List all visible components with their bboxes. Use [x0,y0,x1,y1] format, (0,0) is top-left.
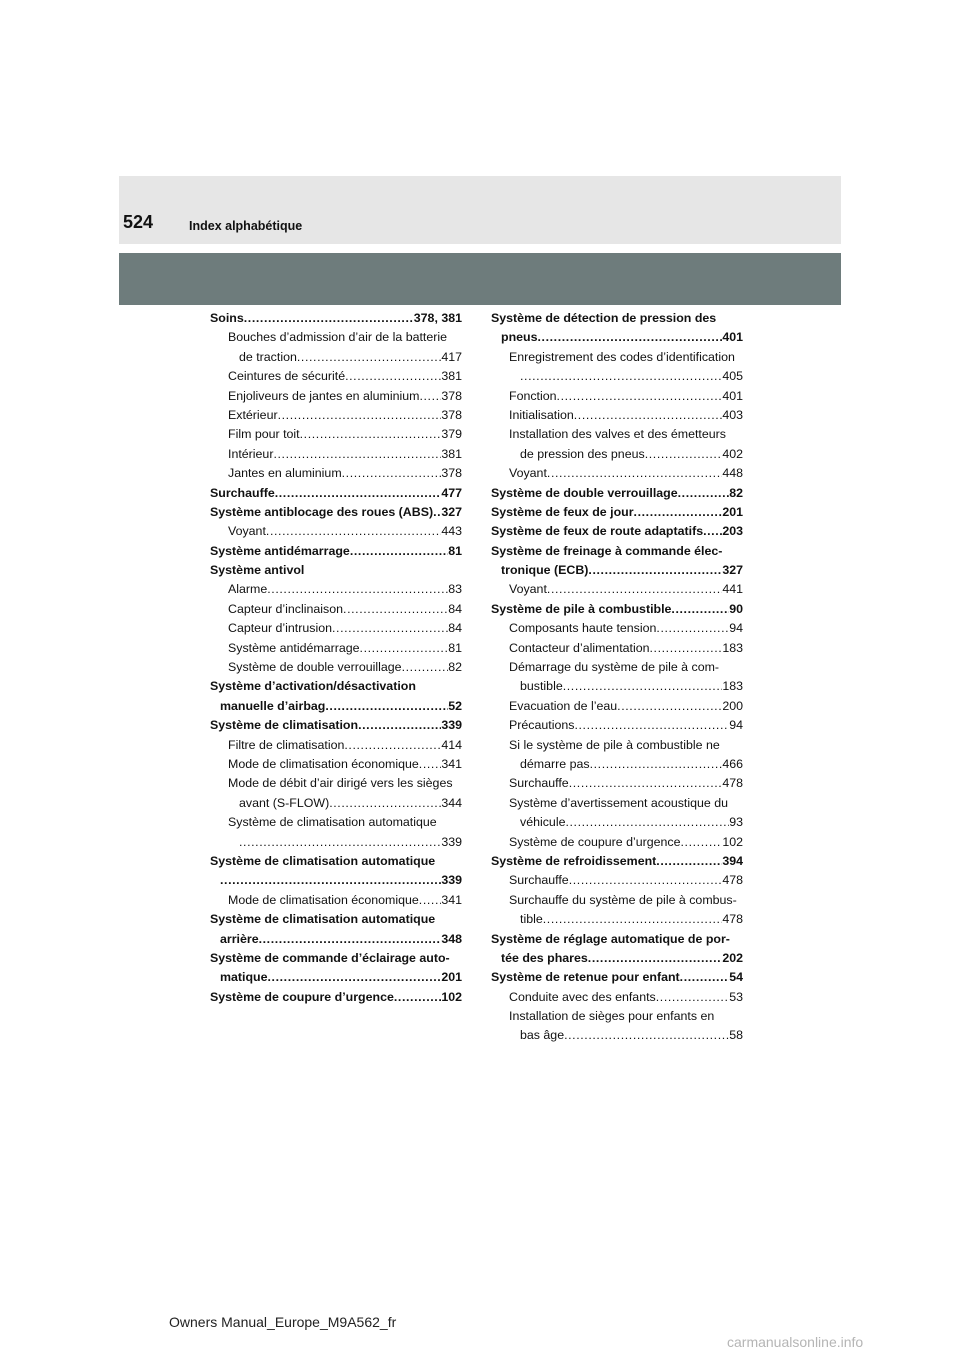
dot-leader [656,619,729,638]
dot-leader [569,871,723,890]
index-entry [210,367,462,386]
index-entry [210,774,462,793]
entry-page-ref: 94 [729,621,743,636]
entry-term: Intérieur [228,446,274,461]
entry-page-ref: 401 [722,388,743,403]
entry-term: Système de retenue pour enfant [491,970,680,985]
entry-page-ref: 82 [448,660,462,675]
entry-page-ref: 405 [722,369,743,384]
entry-page-ref: 84 [448,621,462,636]
dot-leader [342,464,442,483]
dot-leader [588,949,723,968]
dot-leader [267,580,448,599]
dot-leader [419,891,442,910]
entry-term: Installation de sièges pour enfants en [509,1009,715,1024]
index-entry [210,794,462,813]
entry-page-ref: 83 [448,582,462,597]
index-entry [210,891,462,910]
index-entry [491,852,743,871]
entry-page-ref: 84 [448,601,462,616]
entry-page-ref: 381 [441,369,462,384]
entry-term: Soins [210,311,244,325]
entry-term: Système de refroidissement [491,853,657,868]
dot-leader [564,1026,729,1045]
dot-leader [680,968,730,987]
entry-page-ref: 379 [441,427,462,442]
entry-term: Système de climatisation automatique [210,853,436,868]
index-entry [491,988,743,1007]
dot-leader [239,833,441,852]
entry-term: arrière [220,931,259,946]
entry-page-ref: 341 [441,892,462,907]
entry-page-ref: 341 [441,756,462,771]
entry-term: Démarrage du système de pile à com- [509,660,720,675]
index-entry [491,542,743,561]
entry-term: Système de freinage à commande élec- [491,543,723,558]
entry-page-ref: 102 [441,989,462,1004]
entry-page-ref: 381 [441,446,462,461]
entry-term: Surchauffe [210,485,275,500]
entry-page-ref: 339 [441,873,462,888]
entry-term: manuelle d’airbag [220,698,326,713]
entry-page-ref: 443 [441,524,462,539]
entry-page-ref: 378 [441,407,462,422]
entry-term: Système d’activation/désactivation [210,679,416,694]
entry-term: Système d’avertissement acoustique du [509,795,729,810]
index-entry [491,580,743,599]
entry-page-ref: 378, 381 [413,311,462,325]
index-entry [210,639,462,658]
dot-leader [300,425,442,444]
index-entry [210,580,462,599]
index-entry [491,367,743,386]
entry-page-ref: 90 [729,601,743,616]
index-entry [491,755,743,774]
entry-page-ref: 477 [441,485,462,500]
dot-leader [547,464,722,483]
dot-leader [350,542,448,561]
index-entry [210,658,462,677]
dot-leader [574,716,729,735]
index-entry [491,774,743,793]
dot-leader [565,813,729,832]
entry-page-ref: 339 [441,834,462,849]
entry-term: tible [520,912,543,927]
entry-term: Mode de débit d’air dirigé vers les sièges [228,776,453,791]
dot-leader [590,755,723,774]
index-entry [210,833,462,852]
entry-page-ref: 81 [448,543,462,558]
dot-leader [344,736,441,755]
entry-term: Fonction [509,388,557,403]
entry-term: Système de double verrouillage [228,660,402,675]
entry-term: Système de pile à combustible [491,601,672,616]
index-entry [491,910,743,929]
entry-page-ref: 378 [441,466,462,481]
entry-page-ref: 401 [722,330,743,345]
dot-leader [259,930,442,949]
entry-page-ref: 339 [441,718,462,733]
index-entry [210,910,462,929]
index-entry [491,406,743,425]
index-entry [210,697,462,716]
entry-page-ref: 53 [729,989,743,1004]
index-column-left [210,309,462,1007]
header-band [119,176,841,244]
entry-term: bustible [520,679,563,694]
index-entry [491,309,743,328]
entry-term: Bouches d’admission d’air de la batterie [228,330,448,345]
entry-page-ref: 466 [722,756,743,771]
index-entry [210,813,462,832]
entry-term: Filtre de climatisation [228,737,345,752]
dot-leader [278,406,442,425]
entry-term: Ceintures de sécurité [228,369,346,384]
entry-page-ref: 378 [441,388,462,403]
entry-page-ref: 448 [722,466,743,481]
dot-leader [343,600,448,619]
dot-leader [220,871,441,890]
index-entry [491,387,743,406]
index-entry [210,348,462,367]
index-entry [491,600,743,619]
dot-leader [360,639,449,658]
entry-page-ref: 402 [722,446,743,461]
index-entry [491,697,743,716]
index-entry [491,658,743,677]
entry-page-ref: 52 [448,698,462,713]
index-column-right [491,309,743,1046]
entry-term: tronique (ECB) [501,563,589,578]
entry-term: avant (S-FLOW) [239,795,330,810]
index-entry [210,406,462,425]
entry-page-ref: 102 [722,834,743,849]
dot-leader [681,833,723,852]
index-entry [210,716,462,735]
dot-leader [563,677,723,696]
index-entry [491,445,743,464]
index-entry [491,716,743,735]
index-entry [210,736,462,755]
entry-page-ref: 344 [441,795,462,810]
entry-term: Voyant [228,524,266,539]
index-entry [210,387,462,406]
index-entry [491,736,743,755]
index-entry [210,503,462,522]
index-entry [491,619,743,638]
index-entry [491,794,743,813]
dot-leader [394,988,441,1007]
dot-leader [617,697,722,716]
dot-leader [402,658,449,677]
entry-page-ref: 478 [722,912,743,927]
entry-page-ref: 58 [729,1028,743,1043]
entry-page-ref: 82 [729,485,743,500]
dot-leader [329,794,441,813]
dot-leader [538,328,723,347]
dot-leader [588,561,722,580]
index-entry [491,484,743,503]
entry-term: Système antiblocage des roues (ABS) [210,504,434,519]
entry-term: bas âge [520,1028,565,1043]
index-entry [491,871,743,890]
dot-leader [656,988,729,1007]
dot-leader [268,968,442,987]
entry-page-ref: 417 [441,349,462,364]
index-entry [210,988,462,1007]
index-entry [210,445,462,464]
dot-leader [332,619,448,638]
entry-page-ref: 203 [722,524,743,539]
index-entry [210,968,462,987]
dot-leader [574,406,723,425]
index-entry [491,348,743,367]
index-entry [491,891,743,910]
entry-term: Voyant [509,582,547,597]
index-entry [210,930,462,949]
entry-term: Système de feux de jour [491,504,634,519]
entry-term: tée des phares [501,950,588,965]
index-entry [210,561,462,580]
entry-term: Surchauffe du système de pile à combus- [509,892,737,907]
entry-term: Système de coupure d’urgence [509,834,681,849]
entry-page-ref: 478 [722,873,743,888]
index-entry [491,949,743,968]
entry-page-ref: 201 [441,970,462,985]
index-entry [491,328,743,347]
entry-term: Initialisation [509,407,574,422]
entry-term: Contacteur d’alimentation [509,640,650,655]
entry-term: Si le système de pile à combustible ne [509,737,720,752]
dot-leader [419,755,442,774]
dot-leader [273,445,441,464]
entry-term: Système antivol [210,563,305,578]
dot-leader [275,484,442,503]
dot-leader [634,503,723,522]
entry-term: Extérieur [228,407,278,422]
index-entry [491,677,743,696]
entry-term: Système de double verrouillage [491,485,678,500]
index-entry [210,755,462,774]
entry-page-ref: 183 [722,679,743,694]
entry-term: Mode de climatisation économique [228,892,419,907]
index-entry [210,852,462,871]
dot-leader [520,367,722,386]
dot-leader [650,639,723,658]
entry-term: Surchauffe [509,873,569,888]
entry-page-ref: 327 [722,563,743,578]
entry-page-ref: 403 [722,407,743,422]
dot-leader [543,910,723,929]
index-entry [491,464,743,483]
footer-doc-name: Owners Manual_Europe_M9A562_fr [169,1314,397,1330]
entry-term: Précautions [509,718,575,733]
entry-term: Système de réglage automatique de por- [491,931,730,946]
dot-leader [656,852,722,871]
index-entry [210,871,462,890]
entry-page-ref: 54 [729,970,743,985]
entry-term: de traction [239,349,297,364]
index-entry [210,600,462,619]
dot-leader [557,387,723,406]
entry-term: Installation des valves et des émetteurs [509,427,726,442]
entry-term: Capteur d’intrusion [228,621,333,636]
index-entry [210,464,462,483]
index-entry [491,833,743,852]
entry-page-ref: 394 [722,853,743,868]
dot-leader [703,522,722,541]
index-entry [210,677,462,696]
entry-term: Système de détection de pression des [491,311,717,325]
index-entry [491,930,743,949]
dot-leader [671,600,729,619]
index-entry [210,619,462,638]
index-entry [491,813,743,832]
dot-leader [325,697,448,716]
index-entry [491,522,743,541]
entry-term: matique [220,970,268,985]
dot-leader [569,774,723,793]
dot-leader [547,580,722,599]
entry-page-ref: 81 [448,640,462,655]
index-entry [491,561,743,580]
entry-page-ref: 201 [722,504,743,519]
entry-page-ref: 93 [729,815,743,830]
entry-term: Système de climatisation automatique [228,815,437,830]
entry-term: Système de climatisation [210,718,359,733]
dot-leader [358,716,441,735]
index-entry [210,522,462,541]
entry-page-ref: 441 [722,582,743,597]
entry-term: de pression des pneus [520,446,645,461]
index-entry [210,425,462,444]
entry-term: Voyant [509,466,547,481]
dot-leader [266,522,441,541]
index-entry [210,309,462,328]
dot-leader [645,445,723,464]
entry-page-ref: 183 [722,640,743,655]
dot-leader [345,367,441,386]
section-title: Index alphabétique [189,219,303,233]
entry-term: Système de climatisation automatique [210,912,436,927]
entry-term: Mode de climatisation économique [228,756,419,771]
entry-term: Système antidémarrage [210,543,350,558]
entry-page-ref: 327 [441,504,462,519]
index-entry [491,425,743,444]
entry-page-ref: 200 [722,698,743,713]
entry-term: Conduite avec des enfants [509,989,656,1004]
entry-term: Film pour toit [228,427,300,442]
index-entry [491,968,743,987]
dot-leader [297,348,441,367]
entry-term: pneus [501,330,538,345]
entry-term: Composants haute tension [509,621,657,636]
entry-term: démarre pas [520,756,590,771]
entry-term: Evacuation de l’eau [509,698,618,713]
index-entry [210,949,462,968]
entry-term: Alarme [228,582,268,597]
entry-page-ref: 414 [441,737,462,752]
dot-leader [419,387,441,406]
entry-term: véhicule [520,815,566,830]
page-number: 524 [123,212,154,232]
index-entry [210,484,462,503]
entry-page-ref: 348 [441,931,462,946]
entry-term: Jantes en aluminium [228,466,342,481]
entry-term: Système de coupure d’urgence [210,989,394,1004]
entry-term: Capteur d’inclinaison [228,601,344,616]
entry-term: Surchauffe [509,776,569,791]
dot-leader [678,484,730,503]
index-entry [491,639,743,658]
index-entry [210,542,462,561]
index-entry [491,1026,743,1045]
entry-term: Enjoliveurs de jantes en aluminium [228,388,420,403]
entry-page-ref: 202 [722,950,743,965]
index-entry [491,1007,743,1026]
entry-term: Système de commande d’éclairage auto- [210,950,450,965]
entry-page-ref: 94 [729,718,743,733]
dot-leader [433,503,441,522]
watermark: carmanualsonline.info [727,1334,864,1350]
index-entry [210,328,462,347]
header-bar [119,253,841,305]
entry-page-ref: 478 [722,776,743,791]
entry-term: Enregistrement des codes d’identification [509,349,735,364]
dot-leader [244,309,414,328]
entry-term: Système de feux de route adaptatifs [491,524,704,539]
entry-term: Système antidémarrage [228,640,360,655]
index-entry [491,503,743,522]
